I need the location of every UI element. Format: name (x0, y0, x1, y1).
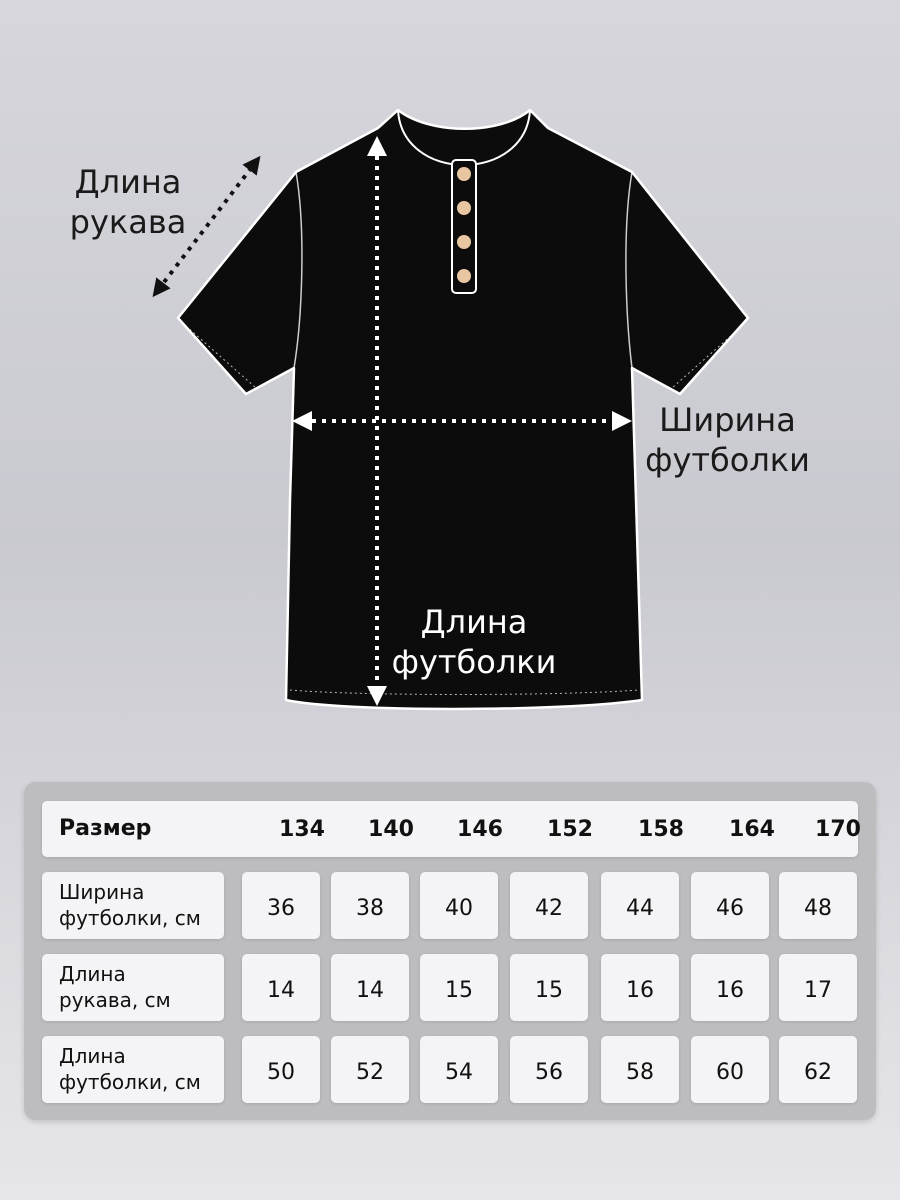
size-header-cell: 134 (279, 817, 325, 842)
shirt-length-label (386, 602, 562, 682)
shirt-width-label-line1: Ширина (659, 401, 796, 439)
table-cell: 42 (510, 872, 588, 939)
size-header-cell: 170 (815, 817, 861, 842)
table-cell: 48 (779, 872, 857, 939)
size-header-cell: 146 (457, 817, 503, 842)
shirt-width-label (640, 400, 815, 480)
row-label-line: Ширина (59, 880, 145, 904)
shirt-length-label-line2: футболки (391, 643, 557, 681)
size-header-cell: 164 (729, 817, 775, 842)
table-cell: 16 (691, 954, 769, 1021)
row-label-line: рукава, см (59, 988, 171, 1012)
row-label-line: Длина (59, 962, 126, 986)
table-cell: 38 (331, 872, 409, 939)
table-cell: 14 (242, 954, 320, 1021)
table-cell: 15 (510, 954, 588, 1021)
table-cell: 14 (331, 954, 409, 1021)
placket-button-icon (457, 201, 471, 215)
row-label-line: футболки, см (59, 906, 201, 930)
sleeve-length-label-line2: рукава (69, 203, 187, 241)
placket-button-icon (457, 167, 471, 181)
size-table (24, 782, 876, 1120)
placket-button-icon (457, 269, 471, 283)
table-cell: 56 (510, 1036, 588, 1103)
table-cell: 36 (242, 872, 320, 939)
table-cell: 62 (779, 1036, 857, 1103)
table-cell: 52 (331, 1036, 409, 1103)
shirt-length-label-line1: Длина (420, 603, 528, 641)
size-table-header (42, 801, 861, 857)
table-cell: 58 (601, 1036, 679, 1103)
table-cell: 46 (691, 872, 769, 939)
table-cell: 54 (420, 1036, 498, 1103)
table-cell: 50 (242, 1036, 320, 1103)
row-label-length (42, 1036, 224, 1103)
size-header-label: Размер (59, 816, 152, 841)
size-header-cell: 158 (638, 817, 684, 842)
table-cell: 40 (420, 872, 498, 939)
table-cell: 44 (601, 872, 679, 939)
row-label-width (42, 872, 224, 939)
sleeve-length-label (58, 162, 198, 242)
table-cell: 15 (420, 954, 498, 1021)
size-header-cell: 140 (368, 817, 414, 842)
sleeve-length-label-line1: Длина (74, 163, 182, 201)
size-header-cell: 152 (547, 817, 593, 842)
row-label-sleeve (42, 954, 224, 1021)
table-cell: 17 (779, 954, 857, 1021)
row-label-line: Длина (59, 1044, 126, 1068)
row-label-line: футболки, см (59, 1070, 201, 1094)
table-cell: 60 (691, 1036, 769, 1103)
shirt-width-label-line2: футболки (645, 441, 810, 479)
table-cell: 16 (601, 954, 679, 1021)
placket-button-icon (457, 235, 471, 249)
